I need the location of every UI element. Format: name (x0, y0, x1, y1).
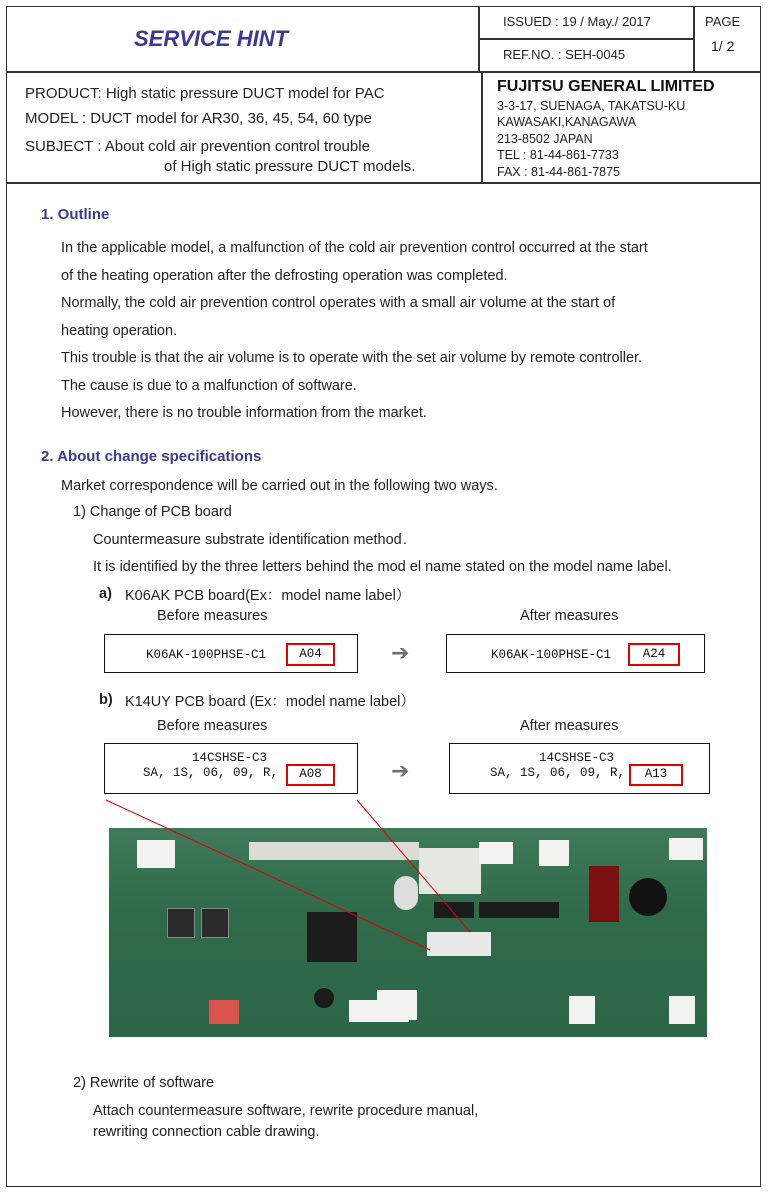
sub-item-letter-b: b) (99, 692, 113, 708)
model-line: MODEL : DUCT model for AR30, 36, 45, 54, 60 type (25, 110, 372, 127)
outline-line: The cause is due to a malfunction of software. (61, 378, 357, 394)
company-address-3: 213-8502 JAPAN (497, 132, 593, 146)
item-pcb-change: 1) Change of PCB board (73, 504, 232, 520)
company-address-2: KAWASAKI,KANAGAWA (497, 115, 637, 129)
right-arrow-icon: ➔ (391, 758, 410, 783)
outline-line: In the applicable model, a malfunction of the cold air prevention control occurred at the start (61, 240, 648, 256)
outline-line: of the heating operation after the defrosting operation was completed. (61, 268, 508, 284)
model-code: 14CSHSE-C3 (192, 751, 268, 765)
software-description-1: Attach countermeasure software, rewrite procedure manual, (93, 1103, 479, 1119)
outline-line: Normally, the cold air prevention control operates with a small air volume at the start of (61, 295, 616, 311)
revision-code-highlight: A04 (286, 643, 335, 666)
before-measures-label: Before measures (157, 718, 268, 734)
callout-line-left (106, 800, 430, 950)
model-code: K06AK-100PHSE-C1 (491, 648, 612, 662)
revision-code-highlight: A08 (286, 764, 335, 786)
model-options: SA, 1S, 06, 09, R, (490, 766, 626, 780)
reference-number: REF.NO. : SEH-0045 (503, 47, 626, 62)
revision-code-highlight: A24 (628, 643, 680, 666)
model-code: 14CSHSE-C3 (539, 751, 615, 765)
page-label: PAGE (705, 14, 741, 29)
model-code: K06AK-100PHSE-C1 (146, 648, 267, 662)
k06ak-label: K06AK PCB board(Ex：model name label） (125, 588, 411, 604)
after-measures-label: After measures (520, 608, 619, 624)
section-heading-outline: 1. Outline (41, 206, 110, 223)
company-tel: TEL : 81-44-861-7733 (497, 148, 619, 162)
product-line: PRODUCT: High static pressure DUCT model for PAC (25, 85, 385, 102)
before-measures-label: Before measures (157, 608, 268, 624)
page-number: 1/ 2 (711, 38, 735, 54)
subject-line-1: SUBJECT : About cold air prevention control trouble (25, 138, 370, 155)
outline-line: However, there is no trouble information from the market. (61, 405, 427, 421)
item-software-rewrite: 2) Rewrite of software (73, 1075, 215, 1091)
company-fax: FAX : 81-44-861-7875 (497, 165, 620, 179)
outline-line: heating operation. (61, 323, 178, 339)
company-address-1: 3-3-17, SUENAGA, TAKATSU-KU (497, 99, 686, 113)
section-heading-change: 2. About change specifications (41, 448, 262, 465)
change-intro: Market correspondence will be carried out in the following two ways. (61, 478, 498, 494)
k14uy-label: K14UY PCB board (Ex：model name label） (125, 694, 415, 710)
right-arrow-icon: ➔ (391, 640, 410, 665)
sub-item-letter-a: a) (99, 586, 112, 602)
revision-code-highlight: A13 (629, 764, 683, 786)
subject-line-2: of High static pressure DUCT models. (164, 158, 416, 175)
page-title: SERVICE HINT (134, 26, 289, 51)
outline-line: This trouble is that the air volume is to operate with the set air volume by remote controller. (61, 350, 643, 366)
issued-date: ISSUED : 19 / May./ 2017 (503, 14, 651, 29)
identification-method: Countermeasure substrate identification method . (93, 532, 407, 548)
callout-line-right (357, 800, 470, 932)
model-options: SA, 1S, 06, 09, R, (143, 766, 279, 780)
software-description-2: rewriting connection cable drawing. (93, 1124, 320, 1140)
after-measures-label: After measures (520, 718, 619, 734)
identification-description: It is identified by the three letters behind the mod el name stated on the model name label. (93, 559, 672, 575)
company-name: FUJITSU GENERAL LIMITED (497, 78, 715, 95)
